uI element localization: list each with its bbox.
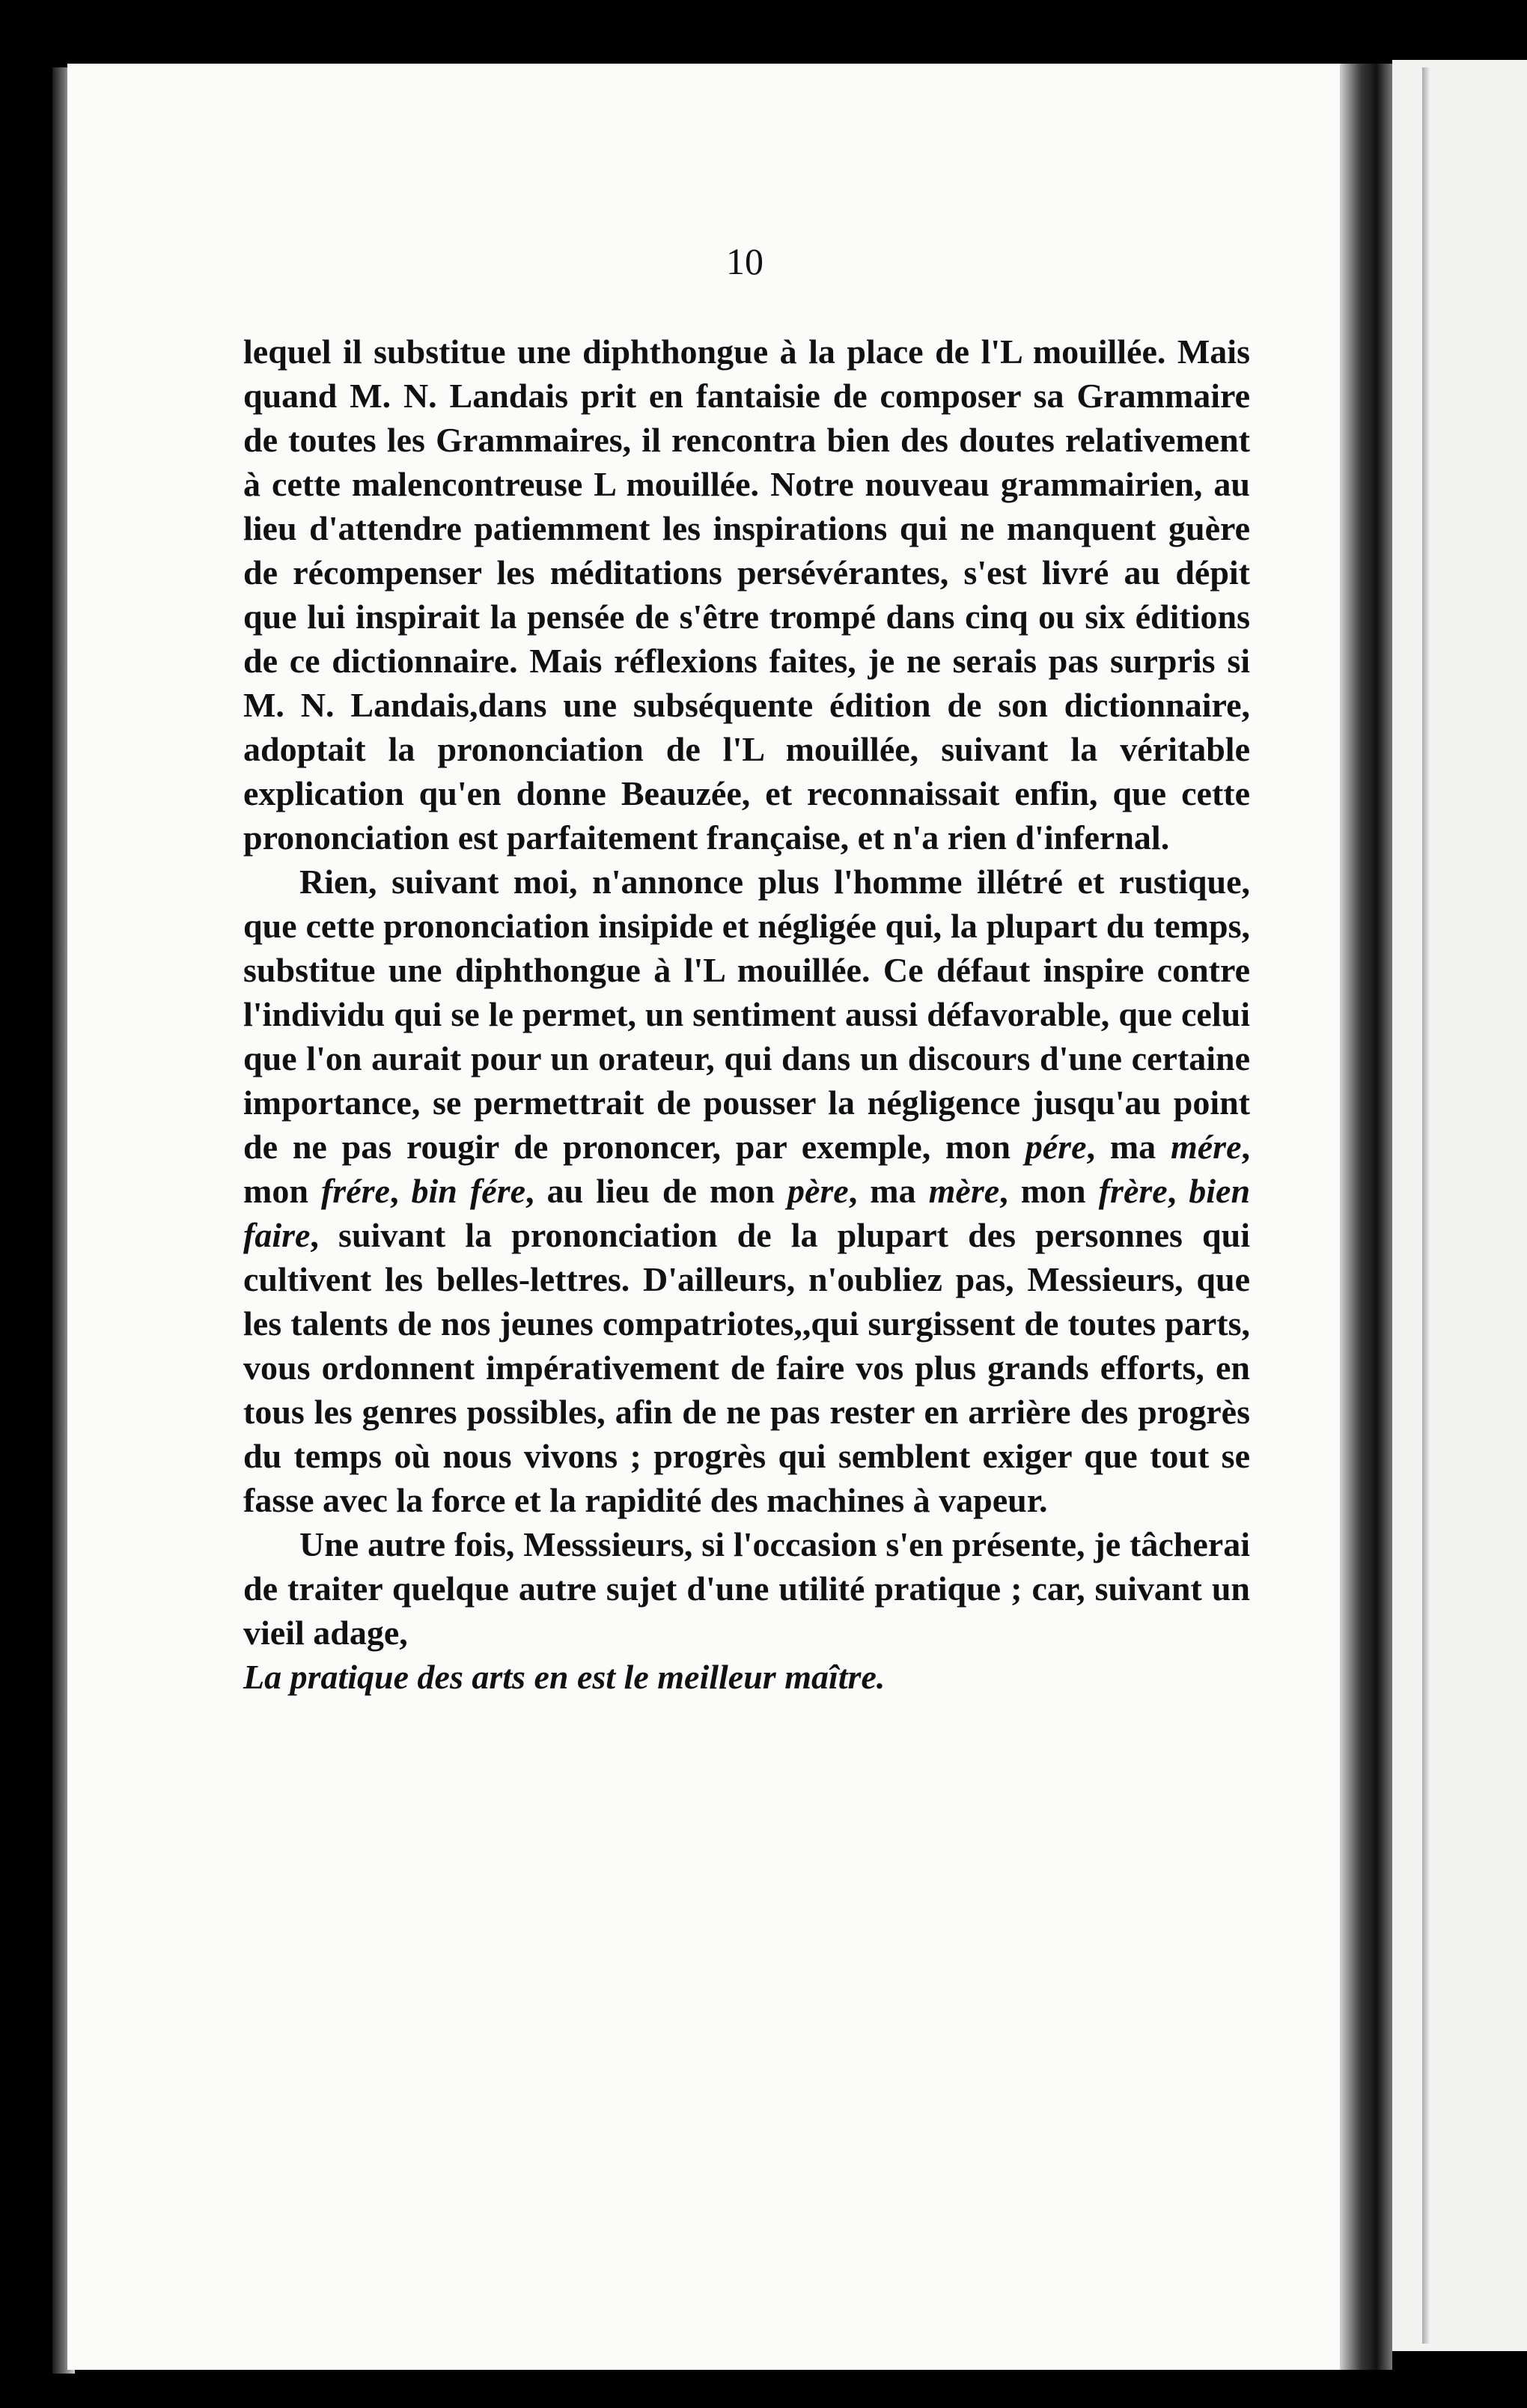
italic-phrase-bin-fere: bin fére bbox=[411, 1172, 526, 1210]
paragraph-2-text-3: , mon bbox=[243, 1128, 1250, 1210]
italic-phrase-bien-faire: bien faire bbox=[243, 1172, 1251, 1254]
facing-page-gutter bbox=[1422, 67, 1430, 2344]
paragraph-2-text-5: , au lieu de mon bbox=[525, 1172, 787, 1210]
paragraph-2-text-9: , suivant la prononciation de la plupart des personnes qui cultivent les belles-lettres. D'ailleurs, n'oubliez pas, Messieurs, que les talents de nos jeunes compatriotes,,qui surgissent de toutes parts, vous ordonnent impérativement de faire vos plus grands efforts, en tous les genres possibles, afin de ne pas rester en arrière des progrès du temps où nous vivons ; progrès qui semblent exiger que tout se fasse avec la force et la rapidité des machines à vapeur. bbox=[243, 1216, 1250, 1519]
paragraph-2-text-6: , ma bbox=[848, 1172, 929, 1210]
page-right-edge bbox=[1340, 64, 1392, 2370]
paragraph-1: lequel il substitue une diphthongue à la place de l'L mouillée. Mais quand M. N. Landais prit en fantaisie de composer sa Grammaire de toutes les Grammaires, il rencontra bien des doutes relativement à cette malencontreuse L mouillée. Notre nouveau grammairien, au lieu d'attendre patiemment les inspirations qui ne manquent guère de récompenser les méditations persévérantes, s'est livré au dépit que lui inspirait la pensée de s'être trompé dans cinq ou six éditions de ce dictionnaire. Mais réflexions faites, je ne serais pas surpris si M. N. Landais,dans une subséquente édition de son dictionnaire, adoptait la prononciation de l'L mouillée, suivant la véritable explication qu'en donne Beauzée, et reconnaissait enfin, que cette prononciation est parfaitement française, et n'a rien d'infernal. bbox=[243, 332, 1250, 857]
italic-word-mere: mére bbox=[1170, 1128, 1242, 1166]
italic-word-frere-correct: frère bbox=[1098, 1172, 1168, 1210]
paragraph-2-text-8: , bbox=[1167, 1172, 1189, 1210]
paragraph-2-text-2: , ma bbox=[1086, 1128, 1171, 1166]
body-text bbox=[243, 329, 1250, 1699]
italic-word-mere-correct: mère bbox=[928, 1172, 1000, 1210]
paragraph-2 bbox=[243, 860, 1250, 1522]
italic-word-pere: pére bbox=[1025, 1128, 1087, 1166]
paragraph-2-text-1: Rien, suivant moi, n'annonce plus l'homme illétré et rustique, que cette prononciation insipide et négligée qui, la plupart du temps, substitue une diphthongue à l'L mouillée. Ce défaut inspire contre l'individu qui se le permet, un sentiment aussi défavorable, que celui que l'on aurait pour un orateur, qui dans un discours d'une certaine importance, se permettrait de pousser la négligence jusqu'au point de ne pas rougir de prononcer, par exemple, mon bbox=[243, 863, 1250, 1166]
facing-page-edge bbox=[1392, 60, 1527, 2351]
paragraph-2-text-7: , mon bbox=[999, 1172, 1099, 1210]
paragraph-2-text-4: , bbox=[389, 1172, 412, 1210]
italic-word-pere-correct: père bbox=[787, 1172, 849, 1210]
closing-quote: La pratique des arts en est le meilleur maître. bbox=[243, 1658, 886, 1696]
paragraph-3: Une autre fois, Messsieurs, si l'occasion s'en présente, je tâcherai de traiter quelque autre sujet d'une utilité pratique ; car, suivant un vieil adage, bbox=[243, 1525, 1250, 1652]
italic-word-frere: frére bbox=[320, 1172, 390, 1210]
page-number: 10 bbox=[726, 240, 764, 282]
